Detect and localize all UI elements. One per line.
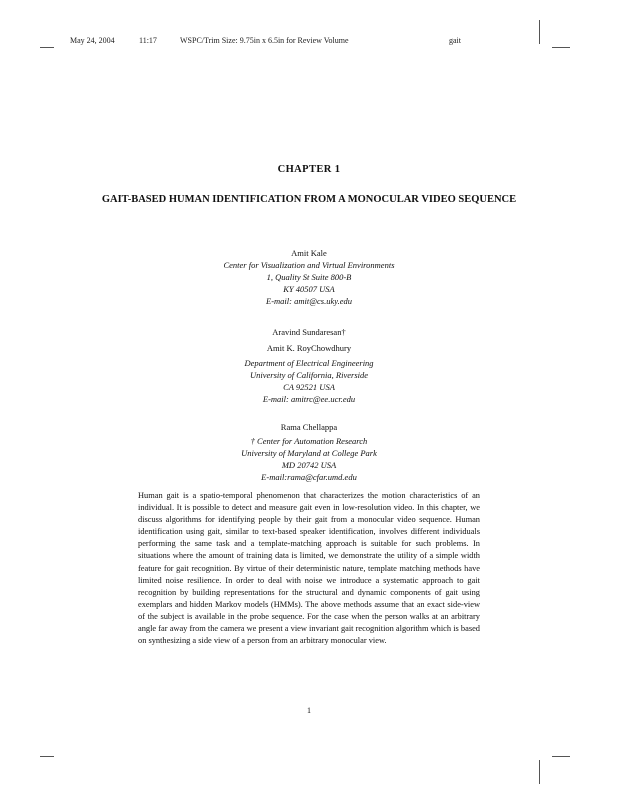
affiliation-line: MD 20742 USA (281, 460, 337, 470)
author-name: Amit Kale (291, 248, 327, 258)
author-block-1 (0, 247, 618, 307)
author-name: Aravind Sundaresan† (272, 327, 346, 337)
crop-mark-top-right-h (552, 47, 570, 48)
chapter-label: CHAPTER 1 (277, 164, 341, 175)
author-email: E-mail: amitrc@ee.ucr.edu (262, 394, 356, 404)
crop-mark-bottom-right-v (539, 760, 540, 784)
affiliation-line: KY 40507 USA (283, 284, 335, 294)
crop-mark-bottom-right-h (552, 756, 570, 757)
author-name: Amit K. RoyChowdhury (266, 343, 352, 353)
affiliation-line: Center for Visualization and Virtual Environments (223, 260, 395, 270)
author-block-2 (0, 326, 618, 405)
affiliation-line: Department of Electrical Engineering (244, 358, 374, 368)
crop-mark-top-right-v (539, 20, 540, 44)
crop-mark-bottom-left-h (40, 756, 54, 757)
author-block-3 (0, 421, 618, 483)
author-email: E-mail: amit@cs.uky.edu (266, 296, 352, 306)
author-email: E-mail:rama@cfar.umd.edu (261, 472, 357, 482)
header-date: May 24, 2004 (70, 36, 115, 45)
affiliation-line: University of California, Riverside (249, 370, 369, 380)
affiliation-line: † Center for Automation Research (250, 436, 368, 446)
header-venue: WSPC/Trim Size: 9.75in x 6.5in for Review Volume (180, 36, 349, 45)
chapter-title: GAIT-BASED HUMAN IDENTIFICATION FROM A MONOCULAR VIDEO SEQUENCE (101, 194, 517, 205)
header-short-title: gait (449, 36, 461, 45)
header-time: 11:17 (139, 36, 157, 45)
crop-mark-top-left-h (40, 47, 54, 48)
affiliation-line: CA 92521 USA (283, 382, 335, 392)
abstract-paragraph: Human gait is a spatio-temporal phenomenon that characterizes the motion characteristics of an individual. It is possible to detect and measure gait even in low-resolution video. In this chapter, we discuss algorithms for identifying people by their gait from a monocular video sequence. Human identification using gait, similar to text-based speaker identification, involves different individuals performing the same task and a template-matching approach is suitable for such problems. In situations where the amount of training data is limited, we demonstrate the utility of a simple width feature for gait recognition. By virtue of their deterministic nature, template matching methods have limited noise resilience. In order to deal with noise we introduce a systematic approach to gait recognition by building representations for the structural and dynamic components of gait using exemplars and hidden Markov models (HMMs). The above methods assume that an exact side-view of the subject is available in the probe sequence. For the case when the person walks at an arbitrary angle far away from the camera we present a view invariant gait recognition algorithm which is based on synthesizing a side view of a person from an arbitrary monocular view. (138, 491, 480, 646)
affiliation-line: 1, Quality St Suite 800-B (266, 272, 352, 282)
author-name: Rama Chellappa (280, 422, 338, 432)
page-number: 1 (307, 706, 311, 715)
affiliation-line: University of Maryland at College Park (241, 448, 377, 458)
